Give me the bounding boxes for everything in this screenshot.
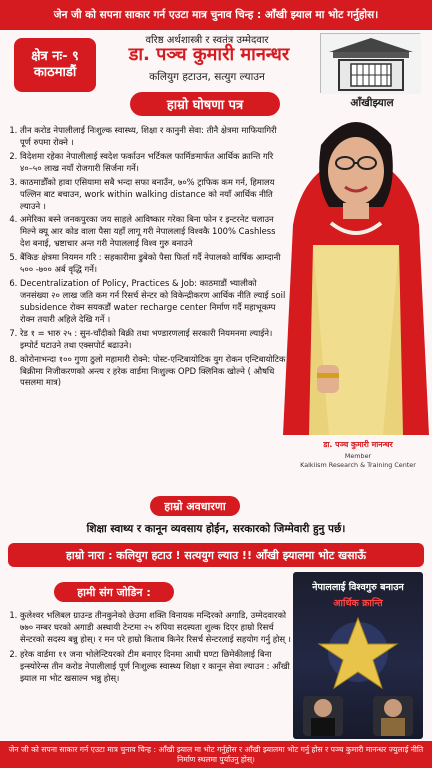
photo-caption-role [288, 452, 428, 469]
manifesto-title: हाम्रो घोषणा पत्र [130, 92, 280, 116]
book-cover [293, 572, 423, 739]
candidate-slogan: कलियुग हटाउन, सत्युग ल्याउन [149, 71, 265, 83]
list-item: 4. अमेरिका बस्ने जनकपुरका जय साहले आविष्कार गरेका बिना फोन र इन्टरनेट चलाउन मिल्ने क्यू आर कोड वाला पैसा यहाँ लागू गरी नेपाललाई विश्वकै 100% Cashless देश बनाई, भ्रष्टाचार अन्त गरी नेपाललाई विश्व गुरु बनाउने [20, 214, 286, 250]
window-symbol-icon [320, 33, 420, 93]
photo-role-member: Member [344, 452, 372, 460]
constituency-district: काठमाडौं [33, 65, 77, 80]
bottom-banner: जेन जी को सपना साकार गर्न एउटा मात्र चुनाव चिन्ह : आँखी झ्याल मा भोट गर्नुहोस र आँखी झ्यालमा भोट गर्नु होस र पञ्च कुमारी मानन्धर ज्युलाई नीति निर्माण स्थलमा पुर्याउनु होस्। [0, 741, 432, 768]
symbol-caption: आँखीझ्याल [350, 97, 394, 109]
book-subtitle: आर्थिक क्रान्ति [333, 598, 383, 609]
manifesto-list [6, 125, 286, 391]
list-item: 1. कुलेश्वर भलिबल ग्राउन्ड तीनकुनेको छेउमा शक्ति विनायक मन्दिरको अगाडि, उम्मेदवारको ७७० नम्बर घरको अगाडी अस्थायी टेन्टमा २५ रुपिया सदस्यता शुल्क दिएर हाम्रो रिसर्च सेन्टरको सदस्य बन्नु होस्। र मन परे हाम्रो किताब किनेर रिसर्च सेन्टरलाई सहयोग गर्नु होस् । [20, 610, 296, 646]
list-item: 8. कोरोनाभन्दा १०० गुणा ठुलो महामारी रोक्ने: पोस्ट-एन्टिबायोटिक युग रोकन एन्टिबायोटिक बिक्रीमा निजीकरणको अन्त्य र हरेक वार्डमा निःशुल्क OPD क्लिनिक खोल्ने ( औषधि पसलमा मात्र) [20, 354, 286, 390]
list-item: 7. रेड १ = भारु २५ : सुन-चाँदीको बिक्री तथा भण्डारणलाई सरकारी नियमनमा ल्याईने। इम्पोर्ट घटाउने तथा एक्सपोर्ट बढाउने। [20, 328, 286, 352]
candidate-photo [283, 105, 429, 435]
concept-text: शिक्षा स्वाथ्य र कानून व्यवसाय होईन, सरकारको जिम्मेवारी हुनु पर्छ। [86, 523, 346, 535]
list-item: 6. Decentralization of Policy, Practices & Job: काठमाडौं भ्यालीको जनसंख्या २० लाख जति कम गर्न रिसर्च सेन्टर को विकेन्द्रीकरण आर्थिक नीति ल्याई soil subsidence रोक्न सयकडौं water recharge center निर्माण गर्दै महाभूकम्प रोक्न तयारी अहिले देखि गर्ने । [20, 278, 286, 326]
constituency-badge [14, 38, 96, 92]
list-item: 2. विदेशमा रहेका नेपालीलाई स्वदेश फर्काउन भर्टिकल फार्मिङमार्फत आर्थिक क्रान्ति गरि ४०–५० लाख नयाँ रोजगारी सिर्जना गर्ने। [20, 151, 286, 175]
list-item: 3. काठमाडौँको हावा एसियामा सबै भन्दा सफा बनाउँन, ७०% ट्राफिक कम गर्न, हिमालय पल्लिन बाट बचाउन, work within walking distance को नयाँ आर्थिक नीति ल्याउने । [20, 177, 286, 213]
list-item: 5. बैंकिङ क्षेत्रमा नियमन गरि : सहकारीमा डुबेको पैसा फिर्ता गर्दै नेपालको वार्षिक आम्दानी ५०० -७०० अर्ब वृद्धि गर्ने। [20, 252, 286, 276]
star-icon [293, 612, 423, 739]
header [0, 30, 432, 100]
list-item: 2. हरेक वार्डमा ११ जना भोलेन्टियरको टीम बनाएर दिनमा आधी घण्टा छिमेकीलाई बिना इन्स्योरेन्स तीन करोड नेपालीलाई पूर्ण निःशुल्क स्वास्थ्य शिक्षा र कानून सेवा ल्याउन : आँखी झ्याल मा भोट खसाल्न भन्नु होस्। [20, 649, 296, 685]
concept-title: हाम्रो अवधारणा [150, 496, 240, 516]
slogan-bar: हाम्रो नारा : कलियुग हटाउ ! सत्ययुग ल्याउ !! आँखी झ्यालमा भोट खसाऊँ [8, 543, 424, 567]
book-title: नेपाललाई विश्वगुरु बनाउन [312, 582, 404, 593]
list-item: 1. तीन करोड नेपालीलाई निःशुल्क स्वास्थ्य, शिक्षा र कानुनी सेवा: तीनै क्षेत्रमा माफियागिरी पूर्ण रुपमा रोक्ने । [20, 125, 286, 149]
candidate-name: डा. पञ्च कुमारी मानन्धर [128, 44, 290, 65]
photo-caption-name: डा. पञ्च कुमारी मानन्धर [323, 440, 393, 449]
candidate-subtitle: वरिष्ठ अर्थशास्त्री र स्वतंत्र उम्मेदवार [145, 35, 269, 46]
join-list [6, 610, 296, 688]
photo-role-org: Kalkiism Research & Training Center [300, 460, 416, 469]
constituency-number: क्षेत्र नः- ९ [31, 48, 79, 64]
join-title: हामी संग जोडिन : [54, 582, 174, 602]
top-banner: जेन जी को सपना साकार गर्न एउटा मात्र चुनाव चिन्ह : आँखी झ्याल मा भोट गर्नुहोस। [0, 0, 432, 30]
